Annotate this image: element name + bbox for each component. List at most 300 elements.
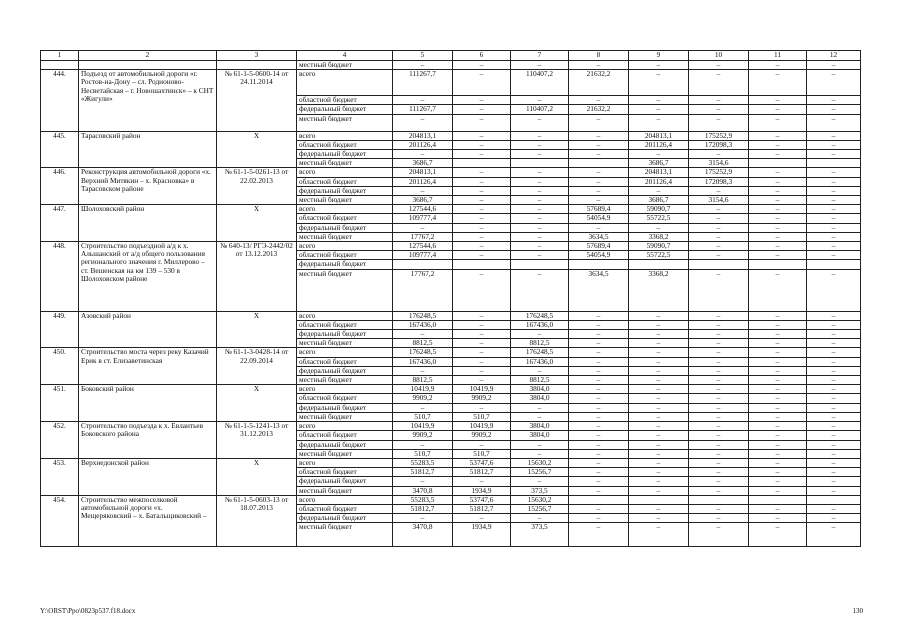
amount-cell: –	[569, 477, 629, 486]
amount-cell: 55722,5	[629, 251, 689, 260]
amount-cell: 127544,6	[393, 242, 453, 251]
table-row	[41, 70, 861, 96]
row-number: 452.	[41, 422, 79, 459]
amount-cell: –	[749, 348, 807, 357]
amount-cell: –	[807, 477, 861, 486]
amount-cell: –	[511, 177, 569, 186]
amount-cell: 8812,5	[393, 376, 453, 385]
table-row	[41, 61, 861, 70]
amount-cell: –	[807, 168, 861, 177]
amount-cell	[749, 260, 807, 269]
amount-cell: –	[511, 96, 569, 105]
amount-cell: –	[453, 320, 511, 329]
amount-cell: –	[749, 61, 807, 70]
amount-cell: –	[453, 440, 511, 449]
amount-cell: –	[807, 214, 861, 223]
funding-source: всего	[297, 70, 393, 96]
amount-cell	[393, 260, 453, 269]
funding-source: местный бюджет	[297, 376, 393, 385]
amount-cell: –	[629, 339, 689, 348]
amount-cell: 17767,2	[393, 269, 453, 311]
amount-cell: –	[453, 96, 511, 105]
amount-cell: –	[453, 251, 511, 260]
amount-cell: –	[511, 477, 569, 486]
amount-cell: –	[629, 186, 689, 195]
amount-cell: –	[749, 150, 807, 159]
amount-cell: 3686,7	[629, 196, 689, 205]
amount-cell: –	[689, 431, 749, 440]
amount-cell: –	[749, 477, 807, 486]
amount-cell: –	[807, 412, 861, 421]
amount-cell: –	[511, 449, 569, 458]
amount-cell: 9909,2	[393, 431, 453, 440]
amount-cell: –	[749, 523, 807, 547]
amount-cell: –	[689, 242, 749, 251]
amount-cell: –	[453, 223, 511, 232]
funding-source: всего	[297, 205, 393, 214]
column-header: 4	[297, 51, 393, 61]
table-row	[41, 385, 861, 394]
amount-cell: –	[511, 251, 569, 260]
amount-cell: –	[689, 357, 749, 366]
amount-cell: –	[807, 394, 861, 403]
document-code: Х	[217, 131, 297, 168]
amount-cell: –	[689, 330, 749, 339]
amount-cell: –	[629, 458, 689, 467]
amount-cell: –	[689, 70, 749, 96]
funding-source: всего	[297, 495, 393, 504]
amount-cell: –	[807, 140, 861, 149]
funding-source: местный бюджет	[297, 412, 393, 421]
amount-cell: –	[453, 114, 511, 131]
amount-cell: –	[749, 376, 807, 385]
funding-source: федеральный бюджет	[297, 186, 393, 195]
document-code: Х	[217, 205, 297, 242]
amount-cell: –	[511, 403, 569, 412]
amount-cell: –	[807, 242, 861, 251]
object-name: Верхнедонской район	[79, 458, 217, 495]
amount-cell: –	[629, 114, 689, 131]
amount-cell: –	[393, 403, 453, 412]
amount-cell: –	[629, 440, 689, 449]
amount-cell: –	[569, 412, 629, 421]
amount-cell: 175252,9	[689, 131, 749, 140]
amount-cell: –	[689, 403, 749, 412]
amount-cell: 15630,2	[511, 458, 569, 467]
amount-cell: –	[807, 251, 861, 260]
amount-cell: –	[453, 168, 511, 177]
amount-cell: –	[393, 96, 453, 105]
amount-cell: –	[393, 477, 453, 486]
amount-cell: –	[749, 504, 807, 513]
amount-cell: –	[629, 223, 689, 232]
amount-cell: 8812,5	[511, 339, 569, 348]
amount-cell: –	[569, 514, 629, 523]
amount-cell: –	[807, 114, 861, 131]
amount-cell: –	[807, 348, 861, 357]
amount-cell: 9909,2	[453, 394, 511, 403]
amount-cell: 3804,0	[511, 422, 569, 431]
amount-cell: 204813,1	[629, 168, 689, 177]
funding-source: федеральный бюджет	[297, 260, 393, 269]
amount-cell: –	[393, 223, 453, 232]
amount-cell: –	[749, 242, 807, 251]
amount-cell: –	[511, 114, 569, 131]
amount-cell: –	[689, 251, 749, 260]
object-name: Реконструкция автомобильной дороги «х. Верхний Митякин – х. Красновка» в Тарасовском районе	[79, 168, 217, 205]
amount-cell: –	[749, 412, 807, 421]
funding-source: местный бюджет	[297, 159, 393, 168]
amount-cell: –	[749, 339, 807, 348]
amount-cell: –	[749, 269, 807, 311]
amount-cell: –	[689, 486, 749, 495]
amount-cell: –	[629, 449, 689, 458]
amount-cell: –	[689, 223, 749, 232]
object-name: Строительство подъездной а/д к х. Альшанский от а/д общего пользования регионального значения г. Миллерово – ст. Вешенская на км 139 – 530 в Шолоховском районе	[79, 242, 217, 312]
amount-cell	[569, 260, 629, 269]
amount-cell: –	[511, 366, 569, 375]
funding-source: областной бюджет	[297, 96, 393, 105]
amount-cell: –	[393, 366, 453, 375]
table-row	[41, 422, 861, 431]
amount-cell: –	[569, 223, 629, 232]
amount-cell: –	[453, 214, 511, 223]
amount-cell: –	[453, 70, 511, 96]
amount-cell: –	[689, 96, 749, 105]
column-header: 8	[569, 51, 629, 61]
amount-cell: –	[569, 61, 629, 70]
amount-cell: –	[807, 131, 861, 140]
amount-cell: –	[453, 357, 511, 366]
amount-cell	[511, 159, 569, 168]
row-number: 445.	[41, 131, 79, 168]
row-number: 444.	[41, 70, 79, 131]
funding-source: местный бюджет	[297, 269, 393, 311]
amount-cell: –	[749, 468, 807, 477]
table-row	[41, 348, 861, 357]
row-number: 454.	[41, 495, 79, 547]
funding-source: областной бюджет	[297, 394, 393, 403]
amount-cell: –	[749, 320, 807, 329]
amount-cell: 10419,9	[393, 422, 453, 431]
amount-cell: 3634,5	[569, 269, 629, 311]
amount-cell: –	[689, 114, 749, 131]
amount-cell: 111267,7	[393, 105, 453, 114]
column-header: 11	[749, 51, 807, 61]
amount-cell: –	[569, 468, 629, 477]
amount-cell: 204813,1	[393, 168, 453, 177]
amount-cell: –	[629, 394, 689, 403]
funding-source: местный бюджет	[297, 486, 393, 495]
amount-cell: –	[511, 131, 569, 140]
amount-cell: –	[511, 514, 569, 523]
document-code: Х	[217, 458, 297, 495]
amount-cell: –	[453, 339, 511, 348]
amount-cell: –	[393, 330, 453, 339]
amount-cell: 176248,5	[393, 348, 453, 357]
funding-source: всего	[297, 422, 393, 431]
amount-cell: –	[569, 150, 629, 159]
amount-cell: –	[807, 70, 861, 96]
amount-cell: –	[569, 330, 629, 339]
amount-cell: 3368,2	[629, 269, 689, 311]
amount-cell: –	[689, 320, 749, 329]
amount-cell: –	[689, 514, 749, 523]
amount-cell: 10419,9	[393, 385, 453, 394]
amount-cell: 3686,7	[393, 196, 453, 205]
amount-cell: –	[689, 366, 749, 375]
funding-source: всего	[297, 385, 393, 394]
funding-source: местный бюджет	[297, 114, 393, 131]
funding-source: всего	[297, 242, 393, 251]
amount-cell: –	[689, 385, 749, 394]
amount-cell: –	[393, 186, 453, 195]
amount-cell: –	[511, 186, 569, 195]
budget-table-page	[40, 50, 860, 547]
amount-cell: –	[629, 357, 689, 366]
amount-cell: –	[689, 449, 749, 458]
amount-cell: –	[569, 403, 629, 412]
amount-cell: –	[749, 223, 807, 232]
amount-cell: –	[569, 458, 629, 467]
amount-cell: 15630,2	[511, 495, 569, 504]
amount-cell: –	[629, 523, 689, 547]
amount-cell: –	[511, 330, 569, 339]
footer-file-path: Y:\ORST\Ppo\0823p537.f18.docx	[40, 607, 136, 615]
object-name: Строительство подъезда к х. Евлантьев Боковского района	[79, 422, 217, 459]
amount-cell: –	[749, 357, 807, 366]
budget-table	[40, 50, 861, 547]
amount-cell: 9909,2	[393, 394, 453, 403]
amount-cell: –	[453, 150, 511, 159]
column-header: 5	[393, 51, 453, 61]
amount-cell: –	[393, 514, 453, 523]
amount-cell: –	[569, 168, 629, 177]
column-header: 12	[807, 51, 861, 61]
amount-cell: –	[689, 504, 749, 513]
amount-cell: –	[393, 150, 453, 159]
amount-cell	[749, 495, 807, 504]
funding-source: всего	[297, 168, 393, 177]
amount-cell: 3804,0	[511, 385, 569, 394]
column-header: 6	[453, 51, 511, 61]
amount-cell: –	[453, 205, 511, 214]
amount-cell: –	[569, 385, 629, 394]
amount-cell: 15256,7	[511, 504, 569, 513]
row-number: 446.	[41, 168, 79, 205]
funding-source: федеральный бюджет	[297, 477, 393, 486]
amount-cell: 53747,6	[453, 495, 511, 504]
amount-cell: –	[749, 366, 807, 375]
amount-cell: 57689,4	[569, 242, 629, 251]
funding-source: федеральный бюджет	[297, 105, 393, 114]
amount-cell: –	[807, 339, 861, 348]
amount-cell: 3368,2	[629, 232, 689, 241]
amount-cell: –	[629, 514, 689, 523]
amount-cell: 167436,0	[393, 357, 453, 366]
amount-cell: –	[569, 339, 629, 348]
amount-cell: –	[453, 105, 511, 114]
amount-cell	[629, 495, 689, 504]
funding-source: федеральный бюджет	[297, 223, 393, 232]
amount-cell: –	[511, 205, 569, 214]
amount-cell	[807, 159, 861, 168]
amount-cell: –	[689, 440, 749, 449]
amount-cell: 510,7	[393, 449, 453, 458]
amount-cell	[807, 495, 861, 504]
column-header: 2	[79, 51, 217, 61]
funding-source: областной бюджет	[297, 177, 393, 186]
amount-cell: –	[807, 366, 861, 375]
amount-cell: –	[629, 403, 689, 412]
funding-source: областной бюджет	[297, 357, 393, 366]
amount-cell: –	[807, 440, 861, 449]
amount-cell: –	[807, 223, 861, 232]
amount-cell: 21632,2	[569, 105, 629, 114]
amount-cell: –	[749, 131, 807, 140]
amount-cell: 1934,9	[453, 486, 511, 495]
amount-cell: –	[569, 196, 629, 205]
amount-cell: –	[807, 61, 861, 70]
amount-cell: –	[453, 61, 511, 70]
amount-cell: 3470,8	[393, 523, 453, 547]
amount-cell: –	[453, 140, 511, 149]
amount-cell: –	[629, 96, 689, 105]
row-number	[41, 61, 79, 70]
funding-source: областной бюджет	[297, 214, 393, 223]
amount-cell: –	[453, 232, 511, 241]
amount-cell: –	[453, 514, 511, 523]
amount-cell: –	[749, 440, 807, 449]
amount-cell: –	[807, 449, 861, 458]
table-row	[41, 205, 861, 214]
amount-cell: 8812,5	[393, 339, 453, 348]
amount-cell: 55722,5	[629, 214, 689, 223]
object-name: Шолоховский район	[79, 205, 217, 242]
amount-cell: –	[511, 214, 569, 223]
amount-cell: 21632,2	[569, 70, 629, 96]
amount-cell: –	[689, 150, 749, 159]
funding-source: областной бюджет	[297, 431, 393, 440]
amount-cell: –	[749, 449, 807, 458]
funding-source: местный бюджет	[297, 232, 393, 241]
object-name: Боковский район	[79, 385, 217, 422]
amount-cell: –	[749, 385, 807, 394]
amount-cell: –	[453, 196, 511, 205]
amount-cell: –	[569, 357, 629, 366]
amount-cell: –	[569, 440, 629, 449]
amount-cell: –	[807, 468, 861, 477]
amount-cell: –	[569, 348, 629, 357]
object-name: Азовский район	[79, 311, 217, 348]
table-row	[41, 495, 861, 504]
amount-cell: –	[749, 330, 807, 339]
amount-cell: –	[569, 114, 629, 131]
amount-cell: 204813,1	[393, 131, 453, 140]
amount-cell	[689, 260, 749, 269]
funding-source: областной бюджет	[297, 140, 393, 149]
amount-cell	[453, 159, 511, 168]
amount-cell: 3154,6	[689, 159, 749, 168]
amount-cell: 510,7	[453, 412, 511, 421]
amount-cell: –	[629, 486, 689, 495]
amount-cell: –	[629, 504, 689, 513]
amount-cell: –	[689, 205, 749, 214]
funding-source: федеральный бюджет	[297, 403, 393, 412]
amount-cell: –	[749, 177, 807, 186]
amount-cell: –	[807, 403, 861, 412]
amount-cell: 3634,5	[569, 232, 629, 241]
amount-cell: –	[511, 269, 569, 311]
amount-cell: 201126,4	[393, 140, 453, 149]
amount-cell: –	[807, 196, 861, 205]
amount-cell: 167436,0	[511, 357, 569, 366]
amount-cell: –	[569, 131, 629, 140]
document-code: Х	[217, 385, 297, 422]
amount-cell: –	[807, 504, 861, 513]
funding-source: федеральный бюджет	[297, 366, 393, 375]
amount-cell: –	[453, 311, 511, 320]
document-code: № 61-1-5-0600-14 от 24.11.2014	[217, 70, 297, 131]
column-header: 1	[41, 51, 79, 61]
amount-cell	[511, 260, 569, 269]
amount-cell: –	[807, 486, 861, 495]
amount-cell: 201126,4	[629, 140, 689, 149]
amount-cell: –	[511, 440, 569, 449]
amount-cell: 17767,2	[393, 232, 453, 241]
amount-cell: 55283,5	[393, 458, 453, 467]
document-code: № 640-13/ РГЭ-2442/02 от 13.12.2013	[217, 242, 297, 312]
row-number: 449.	[41, 311, 79, 348]
amount-cell: –	[569, 186, 629, 195]
amount-cell: 111267,7	[393, 70, 453, 96]
row-number: 450.	[41, 348, 79, 385]
funding-source: федеральный бюджет	[297, 330, 393, 339]
funding-source: всего	[297, 348, 393, 357]
amount-cell: 54054,9	[569, 214, 629, 223]
amount-cell: 175252,9	[689, 168, 749, 177]
document-code: № 61-1-5-0603-13 от 18.07.2013	[217, 495, 297, 547]
table-row	[41, 311, 861, 320]
amount-cell: –	[807, 422, 861, 431]
funding-source: федеральный бюджет	[297, 514, 393, 523]
amount-cell: –	[393, 440, 453, 449]
amount-cell: –	[749, 140, 807, 149]
amount-cell: –	[689, 232, 749, 241]
amount-cell: –	[749, 458, 807, 467]
amount-cell: –	[749, 403, 807, 412]
amount-cell: –	[629, 431, 689, 440]
funding-source: федеральный бюджет	[297, 150, 393, 159]
amount-cell: 510,7	[393, 412, 453, 421]
amount-cell: 201126,4	[393, 177, 453, 186]
amount-cell: –	[511, 61, 569, 70]
amount-cell: –	[629, 70, 689, 96]
amount-cell: –	[689, 269, 749, 311]
amount-cell: –	[511, 168, 569, 177]
amount-cell: 53747,6	[453, 458, 511, 467]
table-row	[41, 458, 861, 467]
amount-cell: 51812,7	[453, 468, 511, 477]
funding-source: местный бюджет	[297, 196, 393, 205]
amount-cell: 109777,4	[393, 251, 453, 260]
amount-cell: 51812,7	[453, 504, 511, 513]
amount-cell: –	[511, 242, 569, 251]
amount-cell: –	[749, 168, 807, 177]
row-number: 451.	[41, 385, 79, 422]
amount-cell: –	[569, 320, 629, 329]
amount-cell: 1934,9	[453, 523, 511, 547]
